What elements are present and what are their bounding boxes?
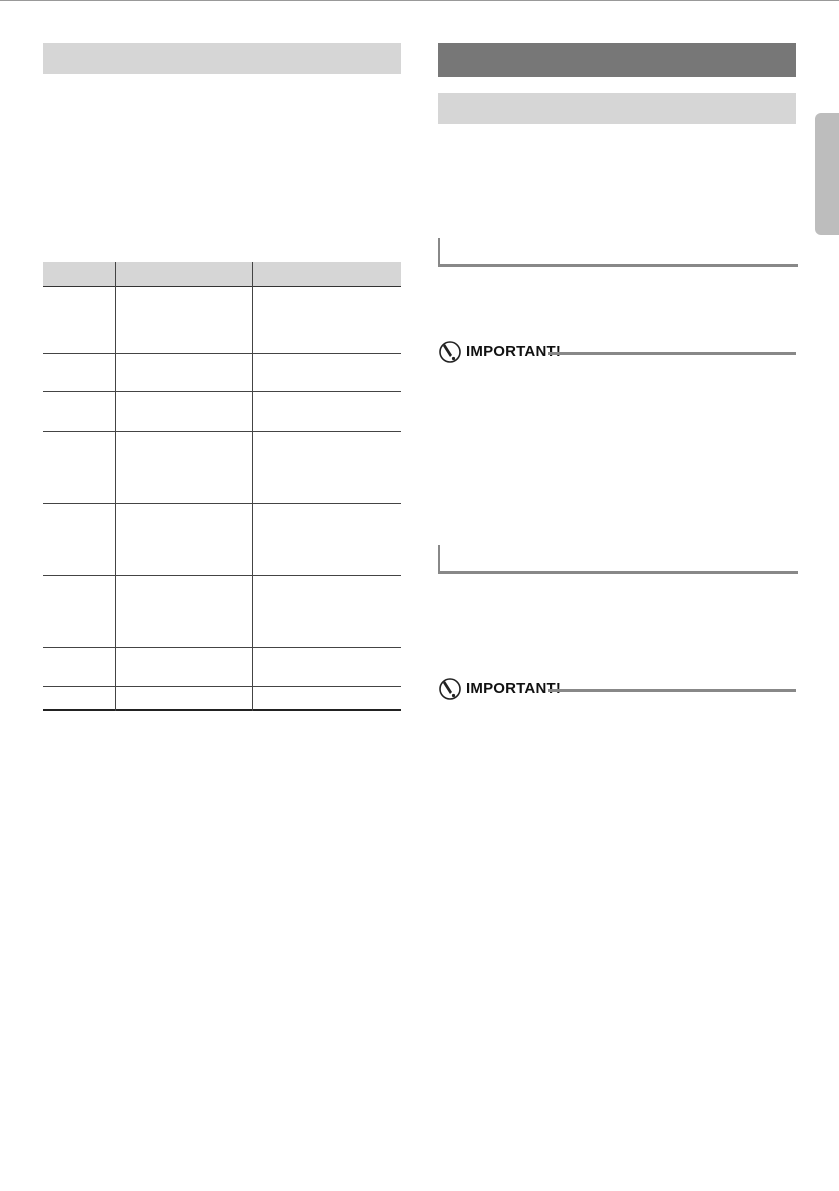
important-notice-2 bbox=[438, 677, 796, 701]
important-notice-1 bbox=[438, 340, 796, 364]
table-row-divider bbox=[43, 431, 401, 432]
table-row-divider bbox=[43, 503, 401, 504]
subsection-heading-box-1 bbox=[438, 238, 798, 267]
table-row-divider bbox=[43, 575, 401, 576]
important-label: IMPORTANT! bbox=[466, 680, 562, 697]
table-row-divider bbox=[43, 391, 401, 392]
important-rule bbox=[548, 352, 796, 355]
right-section-header-bar bbox=[438, 93, 796, 124]
table-row-divider bbox=[43, 647, 401, 648]
top-rule bbox=[0, 0, 839, 1]
right-chapter-header-bar bbox=[438, 43, 796, 77]
table-column-divider bbox=[252, 262, 253, 711]
settings-table bbox=[43, 262, 401, 712]
subsection-heading-box-2 bbox=[438, 545, 798, 574]
left-section-header-bar bbox=[43, 43, 401, 74]
table-row-divider bbox=[43, 686, 401, 687]
table-column-divider bbox=[115, 262, 116, 711]
table-header-row bbox=[43, 262, 401, 287]
exclamation-pen-icon bbox=[438, 677, 462, 701]
important-label: IMPORTANT! bbox=[466, 343, 562, 360]
table-bottom-rule bbox=[43, 709, 401, 711]
table-row-divider bbox=[43, 353, 401, 354]
important-rule bbox=[548, 689, 796, 692]
side-index-tab[interactable] bbox=[815, 113, 839, 235]
exclamation-pen-icon bbox=[438, 340, 462, 364]
